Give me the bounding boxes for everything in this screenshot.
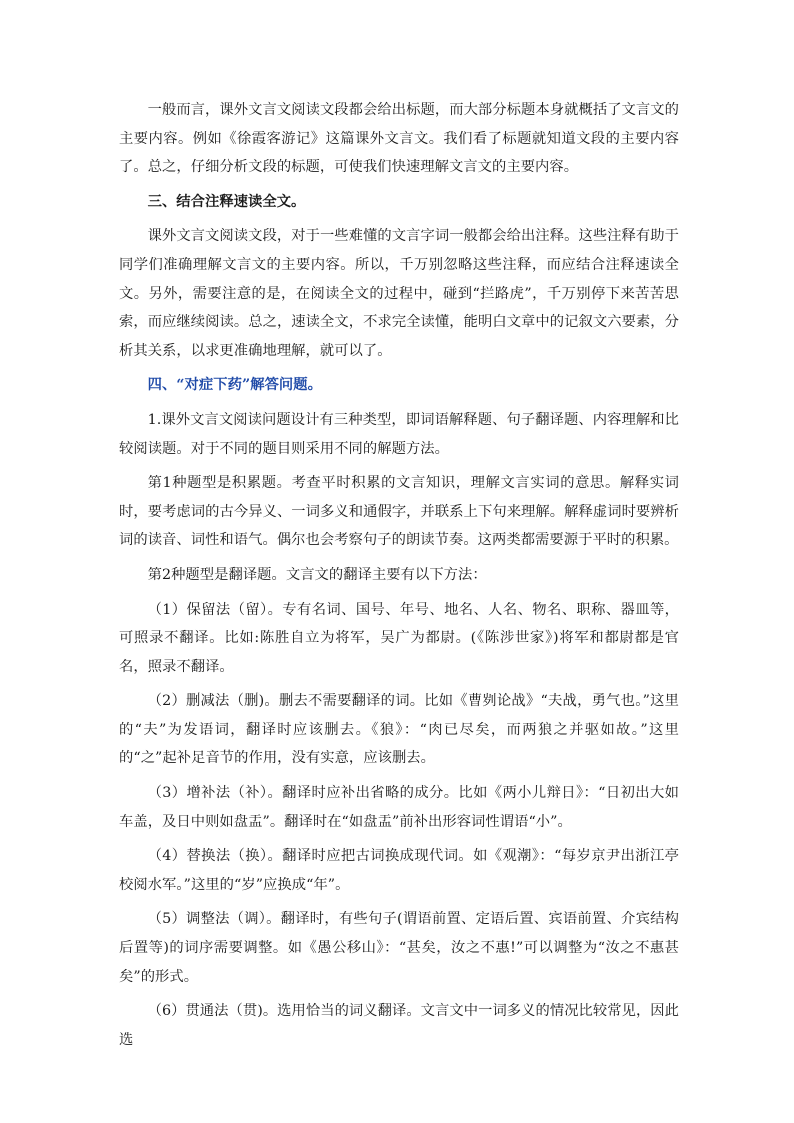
section-heading-4: 四、“对症下药”解答问题。 [147, 377, 322, 394]
paragraph-annotations: 课外文言文阅读文段，对于一些难懂的文言字词一般都会给出注释。这些注释有助于同学们准确理解文言文的主要内容。所以，千万别忽略这些注释，而应结合注释速读全文。另外，需要注意的是，在阅读全文的过程中，碰到“拦路虎”，千万别停下来苦苦思索，而应继续阅读。总之，速读全文，不求完全读懂，能明白文章中的记叙文六要素，分析其关系，以求更准确地理解，就可以了。 [119, 228, 679, 359]
paragraph-type-1: 第1种题型是积累题。考查平时积累的文言知识，理解文言实词的意思。解释实词时，要考虑词的古今异义、一词多义和通假字，并联系上下句来理解。解释虚词时要辨析词的读音、词性和语气。偶尔也会考察句子的朗读节奏。这两类都需要源于平时的积累。 [119, 475, 679, 549]
section-heading-3: 三、结合注释速读全文。 [147, 193, 306, 210]
paragraph-method-6: （6）贯通法（贯)。选用恰当的词义翻译。文言文中一词多义的情况比较常见，因此选 [119, 1003, 679, 1048]
paragraph-title-analysis: 一般而言，课外文言文阅读文段都会给出标题，而大部分标题本身就概括了文言文的主要内容。例如《徐霞客游记》这篇课外文言文。我们看了标题就知道文段的主要内容了。总之，仔细分析文段的标题，可使我们快速理解文言文的主要内容。 [119, 102, 679, 176]
paragraph-method-5: （5）调整法（调）。翻译时，有些句子(谓语前置、定语后置、宾语前置、介宾结构后置等)的词序需要调整。如《愚公移山》：“甚矣，汝之不惠!”可以调整为“汝之不惠甚矣”的形式。 [119, 911, 679, 985]
paragraph-type-2: 第2种题型是翻译题。文言文的翻译主要有以下方法： [147, 566, 487, 583]
paragraph-method-4: （4）替换法（换）。翻译时应把古词换成现代词。如《观潮》：“每岁京尹出浙江亭校阅水军。”这里的“岁”应换成“年”。 [119, 848, 679, 893]
paragraph-question-types: 1.课外文言文阅读问题设计有三种类型，即词语解释题、句子翻译题、内容理解和比较阅读题。对于不同的题目则采用不同的解题方法。 [119, 411, 679, 457]
paragraph-method-3: （3）增补法（补）。翻译时应补出省略的成分。比如《两小儿辩日》：“日初出大如车盖，及日中则如盘盂”。翻译时在“如盘盂”前补出形容词性谓语“小”。 [119, 785, 679, 830]
paragraph-method-2: （2）删减法（删)。删去不需要翻译的词。比如《曹刿论战》“夫战，勇气也。”这里的“夫”为发语词，翻译时应该删去。《狼》：“肉已尽矣，而两狼之并驱如故。”这里的“之”起补足音节的作用，没有实意，应该删去。 [119, 693, 679, 767]
paragraph-method-1: （1）保留法（留）。专有名词、国号、年号、地名、人名、物名、职称、器皿等，可照录不翻译。比如:陈胜自立为将军，吴广为都尉。(《陈涉世家》)将军和都尉都是官名，照录不翻译。 [119, 601, 679, 675]
document-page [119, 96, 679, 1054]
